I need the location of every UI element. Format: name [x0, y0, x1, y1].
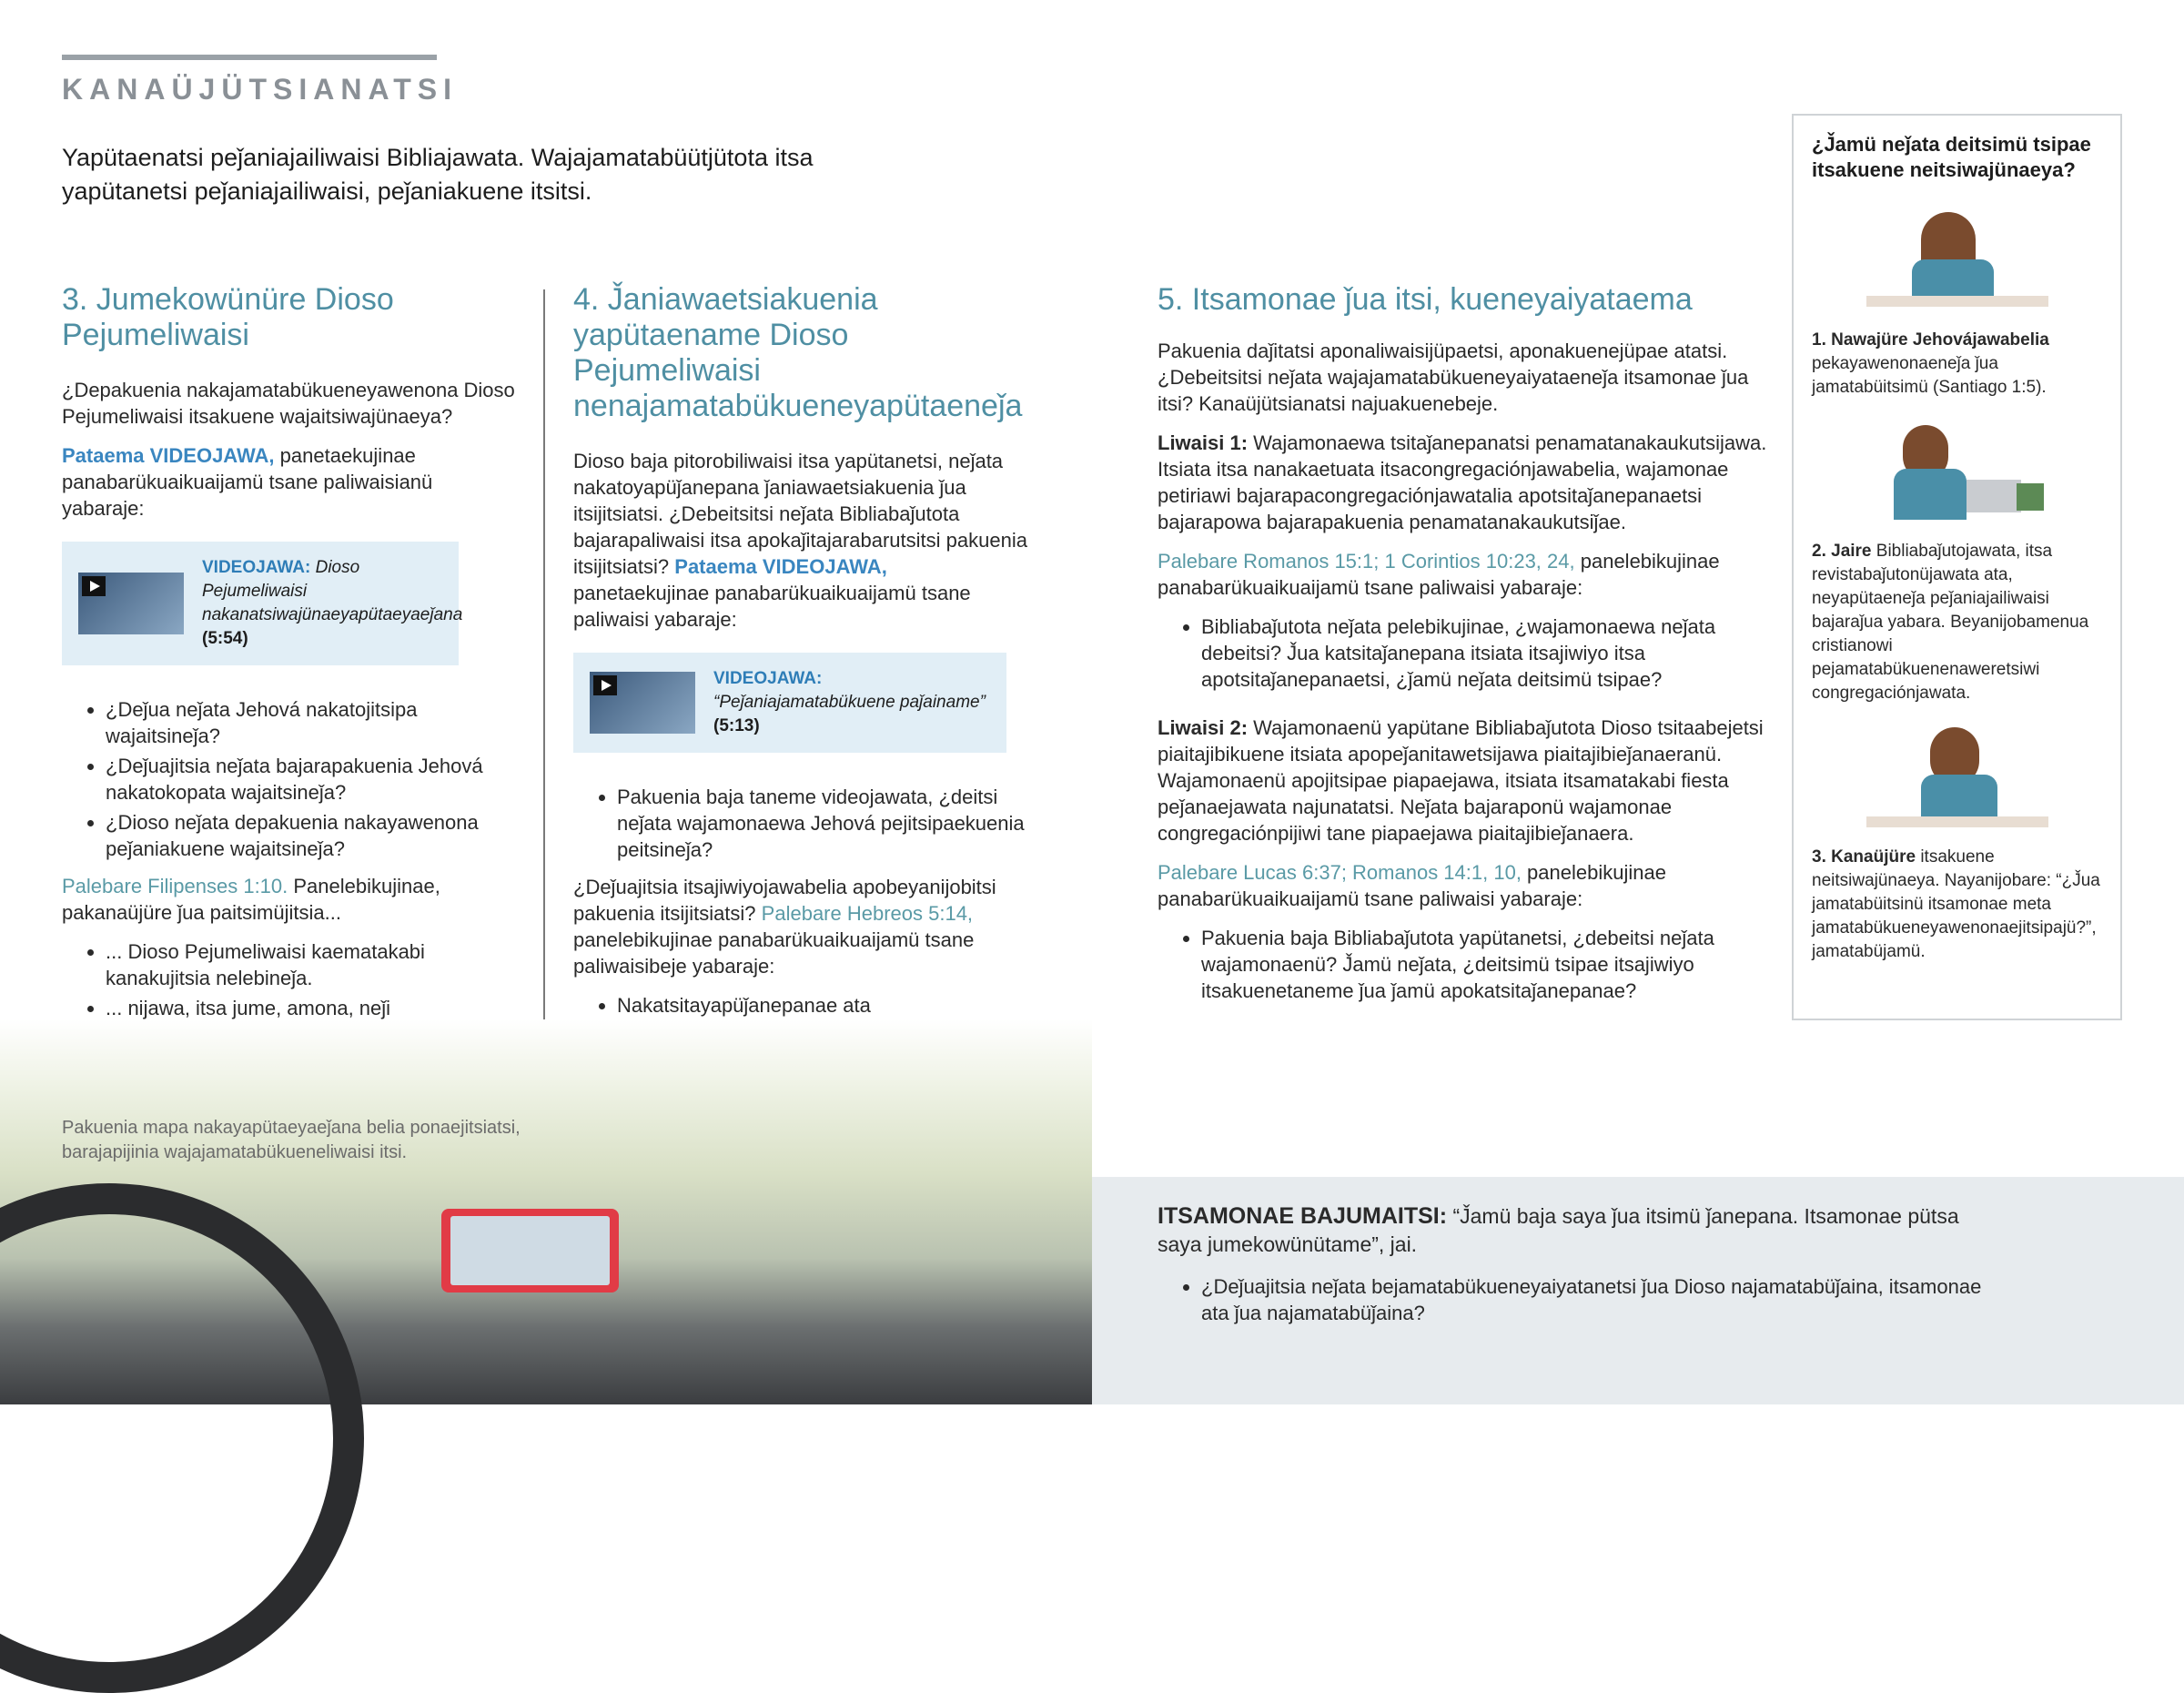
section-5 [1158, 282, 1767, 1015]
section-kicker: KANAÜJÜTSIANATSI [62, 73, 458, 106]
list-item: • Bibliabaǰutota neǰata pelebikujinae, ¿wajamonaewa neǰata debeitsi? J̌ua katsitaǰanepana itsiata itsajiwiyo itsa apotsitaǰanepanaetsi, ¿ǰamü neǰata deitsimü tsipae? [1201, 613, 1767, 693]
video-card[interactable] [62, 542, 463, 665]
section-4-paragraph-2 [573, 874, 1028, 979]
section-3 [62, 282, 517, 1089]
list-item: • Nakatsitayapüǰanepanae ata [617, 992, 1028, 1098]
instruction-rest: panetaekujinae panabarükuaikuaijamü tsane paliwaisianü yabaraje: [62, 444, 433, 520]
video-title: Dioso Pejumeliwaisi nakanatsiwajünaeyapütaeyaeǰana [202, 558, 463, 624]
paragraph-rest: panelebikujinae panabarükuaikuaijamü tsane paliwaisibeje yabaraje: [573, 928, 975, 978]
image-caption: Pakuenia mapa nakayapütaeyaeǰana belia ponaejitsiatsi, barajapijinia wajajamatabükueneliwaisi itsi. [62, 1118, 521, 1162]
scripture-rest: panelebikujinae panabarükuaikuaijamü tsane paliwaisi yabaraje: [1158, 550, 1720, 599]
list-item: • ¿Deǰua neǰata Jehová nakatojitsipa wajaitsineǰa? [106, 696, 517, 749]
list-item: • ... Dioso Pejumeliwaisi kaematakabi kanakujitsia nelebineǰa. [106, 938, 517, 991]
scripture-reference[interactable]: Palebare Filipenses 1:10. [62, 875, 288, 897]
video-caption [202, 556, 462, 651]
scripture-line [1158, 859, 1767, 912]
section-3-title: 3. Jumekowünüre Dioso Pejumeliwaisi [62, 282, 394, 352]
list-item: • Pakuenia baja Bibliabaǰutota yapütanetsi, ¿debeitsi neǰata wajamonaenü? J̌amü neǰata, ¿deitsimü tsipae itsajiwiyo itsakuenetaneme ǰua ǰamü apokatsitaǰanepanae? [1201, 925, 1767, 1004]
sidebar-item-lead: 1. Nawajüre Jehovájawabelia [1812, 330, 2049, 350]
scripture-line [1158, 548, 1767, 601]
scripture-reference[interactable]: Palebare Lucas 6:37; Romanos 14:1, 10, [1158, 861, 1522, 884]
sidebar-item-3 [1812, 846, 2102, 964]
video-label: VIDEOJAWA: [202, 558, 311, 577]
summary-content [1158, 1202, 1995, 1337]
scripture-line [62, 873, 517, 926]
watch-video-link[interactable]: Pataema VIDEOJAWA, [674, 555, 887, 578]
summary-statement [1158, 1202, 1995, 1259]
video-caption [713, 667, 990, 738]
summary-text: “J̌amü baja saya ǰua itsimü ǰanepana. Itsamonae pütsa saya jumekowünütame”, jai. [1158, 1204, 1959, 1256]
list-item: • Pakuenia baja taneme videojawata, ¿deitsi neǰata wajamonaewa Jehová pejitsipaekuenia peitsineǰa? [617, 784, 1028, 863]
sidebar-item-1 [1812, 329, 2102, 400]
question-list [62, 696, 517, 862]
list-item: • ¿Deǰuajitsia neǰata bejamatabükueneyaiyatanetsi ǰua Dioso najamatabüǰaina, itsamonae ata ǰua najamatabüǰaina? [1201, 1273, 1995, 1326]
sidebar-item-lead: 2. Jaire [1812, 542, 1872, 561]
scenario-1 [1158, 430, 1767, 535]
section-3-instruction [62, 442, 517, 522]
play-icon[interactable] [593, 675, 617, 695]
video-duration: (5:13) [713, 716, 760, 735]
scripture-reference[interactable]: Palebare Romanos 15:1; 1 Corintios 10:23, 24, [1158, 550, 1575, 573]
summary-questions [1158, 1273, 1995, 1326]
section-4-paragraph [573, 448, 1028, 633]
summary-label: ITSAMONAE BAJUMAITSI: [1158, 1203, 1448, 1229]
scenario-label: Liwaisi 1: [1158, 431, 1249, 454]
header-rule [62, 55, 437, 60]
woman-thinking-illustration [1866, 722, 2048, 831]
sidebar-box [1792, 114, 2122, 1020]
phone-navigation-illustration [441, 1209, 619, 1293]
scenario-text: Wajamonaenü yapütane Bibliabaǰutota Dioso tsitaabejetsi piaitajibikuene itsiata apopeǰanitawetsijawa piaitajibieǰanaeranü. Wajamonaenü apojitsipae piapaejawa, itsiata itsamatakabi fiesta peǰanaejawata najunatatsi. Neǰata bajaraponü wajamonae congregaciónpijiwi tane piapaejawa piaitajibieǰanaera. [1158, 716, 1764, 845]
scenario-label: Liwaisi 2: [1158, 716, 1249, 739]
map-screen [450, 1216, 610, 1285]
video-label: VIDEOJAWA: [713, 669, 823, 688]
intro-text: Yapütaenatsi peǰaniajailiwaisi Bibliajawata. Wajajamatabüütjütota itsa yapütanetsi peǰaniajailiwaisi, peǰaniakuene itsitsi. [62, 144, 814, 205]
section-5-intro: Pakuenia daǰitatsi aponaliwaisijüpaetsi, aponakuenejüpae atatsi. ¿Debeitsitsi neǰata wajajamatabükueneyaiyataeneǰa itsamonae ǰua itsi? Kanaüjütsianatsi najuakuenebeje. [1158, 340, 1749, 415]
sidebar-title: ¿J̌amü neǰata deitsimü tsipae itsakuene neitsiwajünaeya? [1812, 133, 2091, 181]
question-list [1158, 925, 1767, 1004]
paragraph-text: ¿Deǰuajitsia itsajiwiyojawabelia apobeyanijobitsi pakuenia itsijitsiatsi? [573, 876, 996, 925]
scripture-reference[interactable]: Palebare Hebreos 5:14, [761, 902, 974, 925]
scripture-rest: Panelebikujinae, pakanaüjüre ǰua paitsimüjitsia... [62, 875, 440, 924]
question-list [573, 784, 1028, 863]
video-title: “Peǰaniajamatabükuene paǰainame” [713, 693, 986, 712]
watch-video-link[interactable]: Pataema VIDEOJAWA, [62, 444, 275, 467]
sidebar-item-lead: 3. Kanaüjüre [1812, 847, 1916, 867]
section-4-title: 4. J̌aniawaetsiakuenia yapütaename Dioso Pejumeliwaisi nenajamatabükueneyapütaeneǰa [573, 282, 1023, 423]
list-item: • ... nijawa, itsa jume, amona, neǰi [106, 995, 517, 1048]
scripture-rest: panelebikujinae panabarükuaikuaijamü tsane paliwaisi yabaraje: [1158, 861, 1666, 910]
sidebar-item-text: pekayawenonaeneǰa ǰua jamatabüitsimü (Santiago 1:5). [1812, 354, 2047, 397]
sidebar-item-2 [1812, 540, 2102, 705]
summary-box [1092, 1177, 2184, 1404]
sidebar-item-text: itsakuene neitsiwajünaeya. Nayanijobare: “¿J̌ua jamatabüitsinü itsamonae meta jamatabükueneyawenonaejitsipajü?”, jamatabüjamü. [1812, 847, 2100, 961]
play-icon[interactable] [82, 576, 106, 596]
video-thumbnail[interactable] [78, 573, 184, 634]
scenario-2 [1158, 715, 1767, 846]
list-item: • ¿Dioso neǰata depakuenia nakayawenona peǰaniakuene wajaitsineǰa? [106, 809, 517, 862]
video-duration: (5:54) [202, 629, 248, 648]
video-card[interactable] [573, 653, 1006, 753]
list-item: • ¿Deǰuajitsia neǰata bajarapakuenia Jehová nakatokopata wajaitsineǰa? [106, 753, 517, 806]
video-thumbnail[interactable] [590, 672, 695, 734]
sidebar-item-text: Bibliabaǰutojawata, itsa revistabaǰutonüjawata ata, neyapütaeneǰa peǰaniajailiwaisi bajaraǰua yabara. Beyanijobamenua cristianowi pejamatabükuenenaweretsiwi congregaciónjawata. [1812, 542, 2089, 703]
scenario-text: Wajamonaewa tsitaǰanepanatsi penamatanakaukutsijawa. Itsiata itsa nanakaetuata itsacongregaciónjawabelia, wajamonae petiriawi bajarapacongregaciónjawatalia apotsitaǰanepanaetsi bajarapowa bajarapakuenia penamatanakaukutsiǰae. [1158, 431, 1767, 533]
paragraph-rest: panetaekujinae panabarükuaikuaijamü tsane paliwaisi yabaraje: [573, 582, 971, 631]
column-divider [543, 289, 545, 1113]
question-list [1158, 613, 1767, 693]
woman-praying-illustration [1866, 205, 2048, 314]
section-5-title: 5. Itsamonae ǰua itsi, kueneyaiyataema [1158, 282, 1693, 317]
section-3-question: ¿Depakuenia nakajamatabükueneyawenona Dioso Pejumeliwaisi itsakuene wajaitsiwajünaeya? [62, 379, 515, 428]
paragraph-text: Dioso baja pitorobiliwaisi itsa yapütanetsi, neǰata nakatoyapüǰanepana ǰaniawaetsiakuenia ǰua itsijitsiatsi. ¿Debeitsitsi neǰata Bibliabaǰutota bajarapaliwaisi itsa apokaǰitajarabarutsitsi pakuenia itsijitsiatsi? [573, 450, 1027, 578]
woman-laptop-illustration [1866, 416, 2048, 525]
